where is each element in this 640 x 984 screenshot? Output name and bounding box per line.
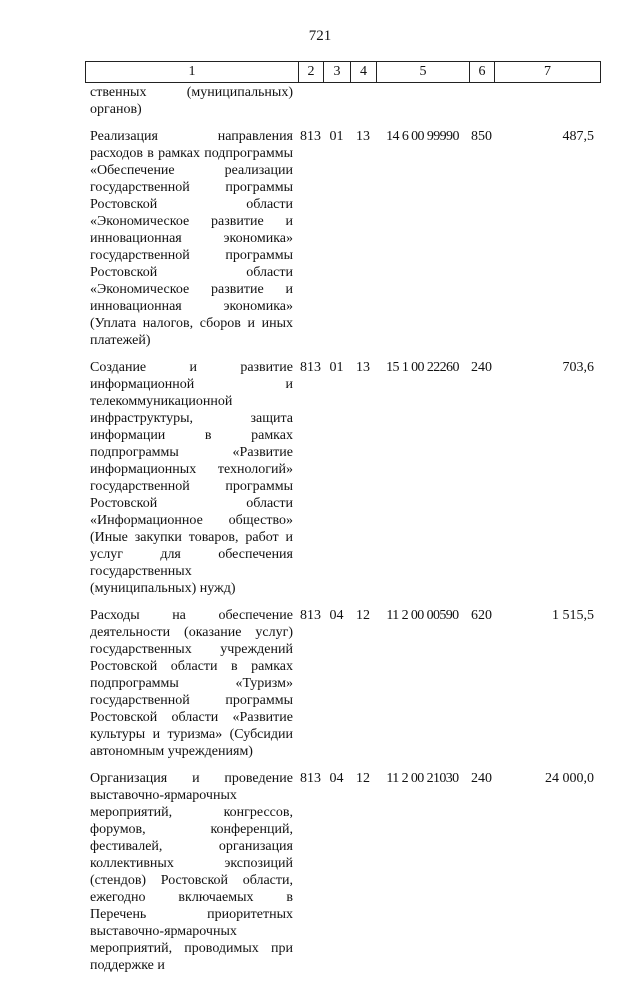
table-row — [85, 128, 601, 349]
header-col-3: 3 — [324, 62, 351, 82]
header-col-2: 2 — [299, 62, 324, 82]
page-number: 721 — [308, 28, 332, 44]
row-description: Организация и проведение выставочно-ярмарочных мероприятий, конгрессов, форумов, конференций, фестивалей, организация коллективных экспозиций (стендов) Ростовской области, ежегодно включаемых в Перечень приоритетных выставочно-ярмарочных мероприятий, проводимых при поддержке и — [90, 771, 293, 973]
row-ministry-code: 813 — [300, 129, 321, 144]
row-ministry-code: 813 — [300, 771, 321, 786]
header-col-4: 4 — [351, 62, 377, 82]
header-col-5: 5 — [377, 62, 470, 82]
row-target-code: 14 6 00 99990 — [386, 129, 459, 144]
row-section-code: 04 — [329, 608, 344, 623]
header-col-6: 6 — [470, 62, 495, 82]
row-description: Реализация направления расходов в рамках подпрограммы «Обеспечение реализации государственной программы Ростовской области «Экономическое развитие и инновационная экономика» государственной программы Ростовской области «Экономическое развитие и инновационная экономика» (Уплата налогов, сборов и иных платежей) — [90, 129, 293, 348]
header-col-1: 1 — [86, 62, 299, 82]
row-amount: 703,6 — [562, 360, 594, 375]
row-description: Расходы на обеспечение деятельности (оказание услуг) государственных учреждений Ростовской области в рамках подпрограммы «Туризм» государственной программы Ростовской области «Развитие культуры и туризма» (Субсидии автономным учреждениям) — [90, 608, 293, 759]
row-section-code: 01 — [329, 360, 344, 375]
row-amount: 487,5 — [562, 129, 594, 144]
table-header — [85, 61, 601, 83]
row-expense-type: 240 — [471, 771, 492, 786]
row-expense-type: 620 — [471, 608, 492, 623]
row-expense-type: 240 — [471, 360, 492, 375]
row-subsection-code: 12 — [356, 608, 370, 623]
row-amount: 24 000,0 — [545, 771, 594, 786]
row-subsection-code: 12 — [356, 771, 370, 786]
row-target-code: 11 2 00 21030 — [386, 771, 459, 786]
row-ministry-code: 813 — [300, 360, 321, 375]
table-row — [85, 359, 601, 597]
row-subsection-code: 13 — [356, 360, 370, 375]
row-description: Создание и развитие информационной и телекоммуникационной инфраструктуры, защита информации в рамках подпрограммы «Развитие информационных технологий» государственной программы Ростовской области «Информационное общество» (Иные закупки товаров, работ и услуг для обеспечения государственных (муниципальных) нужд) — [90, 360, 293, 596]
table-body — [85, 84, 601, 984]
row-section-code: 04 — [329, 771, 344, 786]
row-target-code: 15 1 00 22260 — [386, 360, 459, 375]
row-expense-type: 850 — [471, 129, 492, 144]
row-subsection-code: 13 — [356, 129, 370, 144]
table-row — [85, 84, 601, 118]
row-amount: 1 515,5 — [552, 608, 594, 623]
row-section-code: 01 — [329, 129, 344, 144]
table-row — [85, 770, 601, 974]
row-description: ственных (муниципальных) органов) — [90, 85, 293, 117]
row-ministry-code: 813 — [300, 608, 321, 623]
header-col-7: 7 — [544, 64, 551, 79]
row-target-code: 11 2 00 00590 — [386, 608, 459, 623]
table-row — [85, 607, 601, 760]
